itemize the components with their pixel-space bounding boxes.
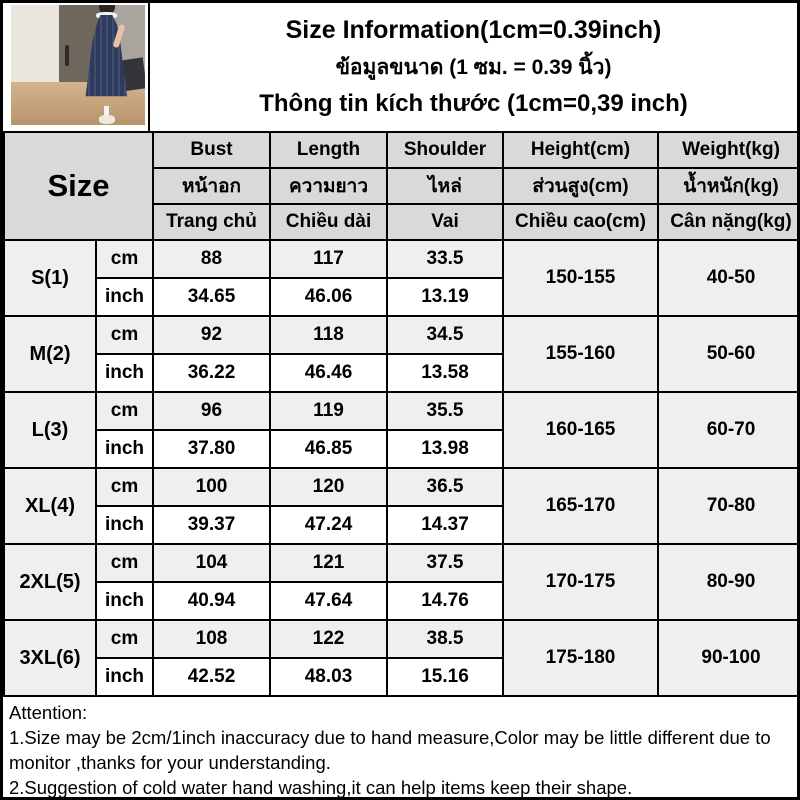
photo-model-shoe: [99, 115, 115, 123]
col-header-shoulder-vi: Vai: [387, 204, 503, 240]
cell-length-cm: 117: [270, 240, 387, 278]
unit-cell: inch: [96, 582, 153, 620]
cell-height-range: 170-175: [503, 544, 658, 620]
cell-weight-range: 60-70: [658, 392, 800, 468]
cell-height-range: 155-160: [503, 316, 658, 392]
attention-label: Attention:: [9, 702, 88, 723]
col-header-weight-th: น้ำหนัก(kg): [658, 168, 800, 204]
cell-bust-inch: 39.37: [153, 506, 270, 544]
unit-cell: inch: [96, 354, 153, 392]
cell-bust-cm: 108: [153, 620, 270, 658]
size-label-l: L(3): [4, 392, 96, 468]
cell-length-inch: 47.64: [270, 582, 387, 620]
cell-bust-cm: 92: [153, 316, 270, 354]
cell-shoulder-cm: 38.5: [387, 620, 503, 658]
size-table: [3, 131, 800, 697]
cell-height-range: 165-170: [503, 468, 658, 544]
col-header-bust-vi: Trang chủ: [153, 204, 270, 240]
unit-cell: cm: [96, 316, 153, 354]
product-photo-cell: [3, 3, 150, 131]
product-photo: [11, 5, 145, 125]
col-header-height-vi: Chiều cao(cm): [503, 204, 658, 240]
cell-shoulder-inch: 14.37: [387, 506, 503, 544]
cell-length-inch: 46.85: [270, 430, 387, 468]
cell-shoulder-cm: 36.5: [387, 468, 503, 506]
col-header-weight-vi: Cân nặng(kg): [658, 204, 800, 240]
cell-length-cm: 122: [270, 620, 387, 658]
col-header-shoulder-th: ไหล่: [387, 168, 503, 204]
cell-length-inch: 46.06: [270, 278, 387, 316]
unit-cell: cm: [96, 240, 153, 278]
unit-cell: inch: [96, 278, 153, 316]
cell-weight-range: 80-90: [658, 544, 800, 620]
cell-length-cm: 121: [270, 544, 387, 582]
col-header-height-th: ส่วนสูง(cm): [503, 168, 658, 204]
col-header-shoulder-en: Shoulder: [387, 132, 503, 168]
unit-cell: inch: [96, 506, 153, 544]
cell-shoulder-inch: 13.58: [387, 354, 503, 392]
cell-shoulder-inch: 15.16: [387, 658, 503, 696]
cell-length-inch: 47.24: [270, 506, 387, 544]
title-english: Size Information(1cm=0.39inch): [285, 16, 662, 44]
title-vietnamese: Thông tin kích thước (1cm=0,39 inch): [259, 90, 688, 117]
unit-cell: inch: [96, 430, 153, 468]
cell-shoulder-inch: 14.76: [387, 582, 503, 620]
cell-length-cm: 120: [270, 468, 387, 506]
unit-cell: cm: [96, 468, 153, 506]
cell-bust-inch: 36.22: [153, 354, 270, 392]
cell-weight-range: 40-50: [658, 240, 800, 316]
attention-line-2: 2.Suggestion of cold water hand washing,it can help items keep their shape.: [9, 777, 633, 798]
cell-shoulder-inch: 13.98: [387, 430, 503, 468]
cell-height-range: 150-155: [503, 240, 658, 316]
cell-bust-cm: 104: [153, 544, 270, 582]
cell-height-range: 160-165: [503, 392, 658, 468]
size-corner-header: Size: [4, 132, 153, 240]
cell-length-cm: 118: [270, 316, 387, 354]
cell-height-range: 175-180: [503, 620, 658, 696]
col-header-bust-th: หน้าอก: [153, 168, 270, 204]
cell-length-cm: 119: [270, 392, 387, 430]
attention-notes: [3, 697, 797, 800]
col-header-bust-en: Bust: [153, 132, 270, 168]
cell-length-inch: 46.46: [270, 354, 387, 392]
cell-shoulder-inch: 13.19: [387, 278, 503, 316]
cell-shoulder-cm: 34.5: [387, 316, 503, 354]
col-header-weight-en: Weight(kg): [658, 132, 800, 168]
cell-weight-range: 90-100: [658, 620, 800, 696]
size-label-m: M(2): [4, 316, 96, 392]
cell-shoulder-cm: 35.5: [387, 392, 503, 430]
cell-bust-cm: 88: [153, 240, 270, 278]
cell-shoulder-cm: 33.5: [387, 240, 503, 278]
col-header-height-en: Height(cm): [503, 132, 658, 168]
cell-bust-inch: 42.52: [153, 658, 270, 696]
size-label-3xl: 3XL(6): [4, 620, 96, 696]
cell-shoulder-cm: 37.5: [387, 544, 503, 582]
cell-bust-inch: 34.65: [153, 278, 270, 316]
photo-model-silhouette: [78, 5, 140, 125]
size-label-2xl: 2XL(5): [4, 544, 96, 620]
title-thai: ข้อมูลขนาด (1 ซม. = 0.39 นิ้ว): [335, 56, 612, 79]
unit-cell: cm: [96, 392, 153, 430]
unit-cell: cm: [96, 544, 153, 582]
attention-line-1: 1.Size may be 2cm/1inch inaccuracy due to hand measure,Color may be little different due to monitor ,thanks for your understanding.: [9, 727, 771, 773]
unit-cell: cm: [96, 620, 153, 658]
cell-weight-range: 70-80: [658, 468, 800, 544]
cell-bust-cm: 96: [153, 392, 270, 430]
col-header-length-vi: Chiều dài: [270, 204, 387, 240]
cell-bust-cm: 100: [153, 468, 270, 506]
cell-bust-inch: 37.80: [153, 430, 270, 468]
cell-length-inch: 48.03: [270, 658, 387, 696]
unit-cell: inch: [96, 658, 153, 696]
size-label-s: S(1): [4, 240, 96, 316]
title-block: [150, 3, 797, 131]
top-banner: [3, 3, 797, 131]
col-header-length-th: ความยาว: [270, 168, 387, 204]
size-label-xl: XL(4): [4, 468, 96, 544]
cell-bust-inch: 40.94: [153, 582, 270, 620]
cell-weight-range: 50-60: [658, 316, 800, 392]
col-header-length-en: Length: [270, 132, 387, 168]
photo-door-handle: [65, 45, 69, 66]
